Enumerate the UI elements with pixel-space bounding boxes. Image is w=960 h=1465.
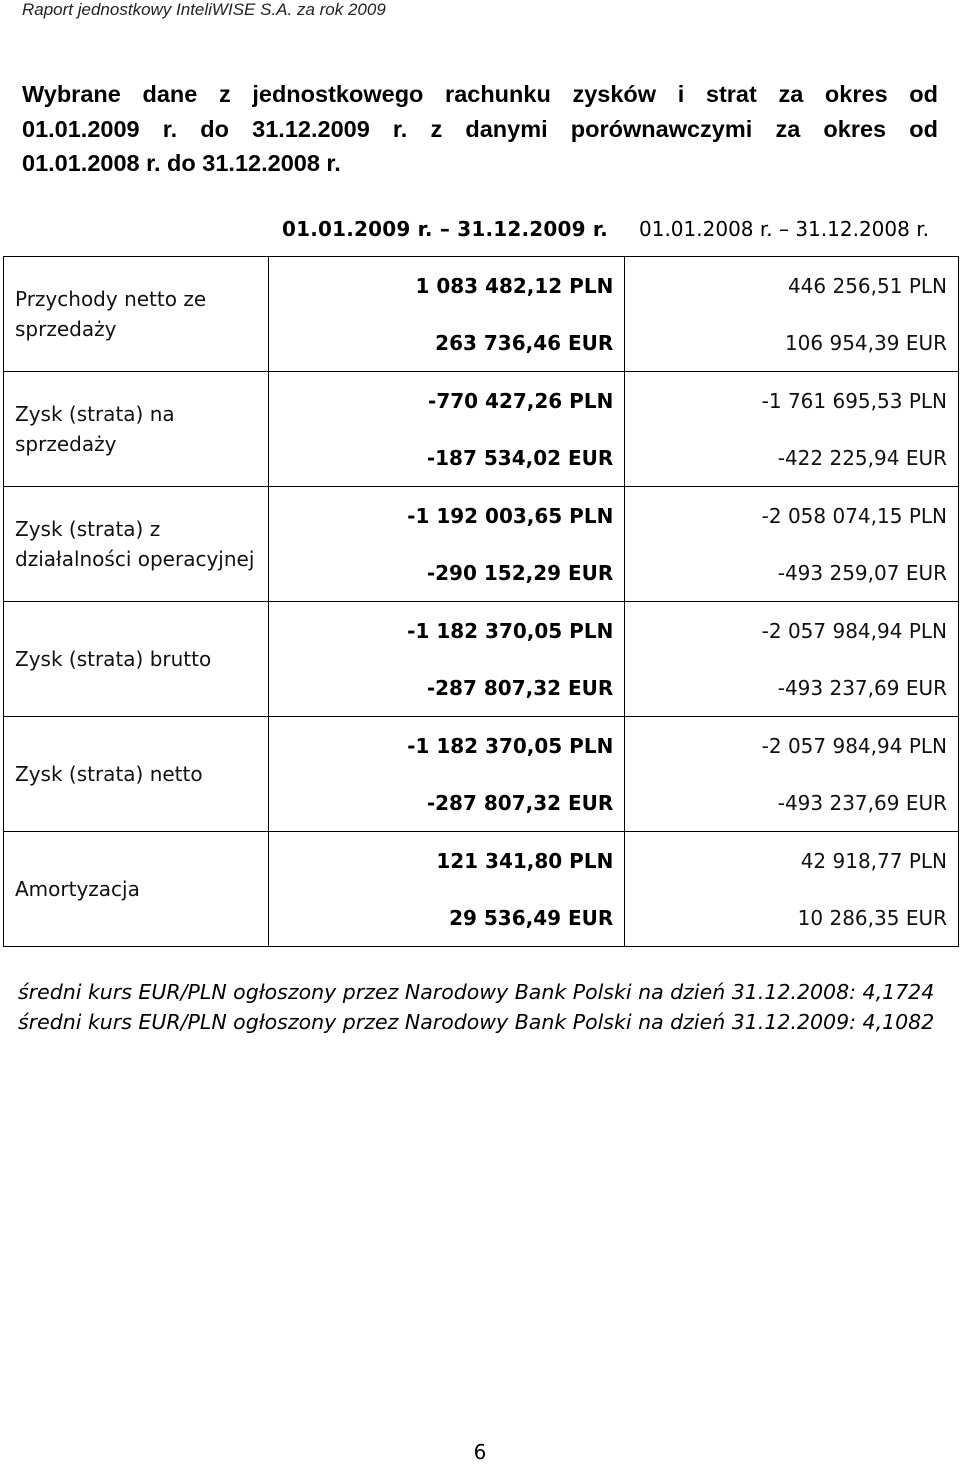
value-pln: -1 192 003,65 PLN bbox=[407, 503, 614, 528]
value-cell-2009 bbox=[268, 257, 625, 372]
row-label: Zysk (strata) z działalności operacyjnej bbox=[4, 487, 269, 602]
value-cell-2009 bbox=[268, 372, 625, 487]
income-statement-table bbox=[3, 256, 959, 947]
table-row bbox=[4, 487, 959, 602]
row-label: Amortyzacja bbox=[4, 832, 269, 947]
value-cell-2008 bbox=[625, 372, 959, 487]
row-label: Przychody netto ze sprzedaży bbox=[4, 257, 269, 372]
exchange-rate-2008: średni kurs EUR/PLN ogłoszony przez Narodowy Bank Polski na dzień 31.12.2008: 4,1724 bbox=[18, 980, 935, 1004]
value-pln: -2 057 984,94 PLN bbox=[761, 733, 947, 758]
value-pln: 121 341,80 PLN bbox=[436, 848, 614, 873]
table-row bbox=[4, 602, 959, 717]
value-cell-2009 bbox=[268, 487, 625, 602]
row-label: Zysk (strata) netto bbox=[4, 717, 269, 832]
period-header-2008: 01.01.2008 r. – 31.12.2008 r. bbox=[639, 217, 929, 241]
value-eur: -422 225,94 EUR bbox=[777, 445, 947, 470]
value-cell-2008 bbox=[625, 487, 959, 602]
exchange-rate-2009: średni kurs EUR/PLN ogłoszony przez Narodowy Bank Polski na dzień 31.12.2009: 4,1082 bbox=[18, 1010, 935, 1034]
value-cell-2009 bbox=[268, 832, 625, 947]
table-row bbox=[4, 257, 959, 372]
title-line-1: Wybrane dane z jednostkowego rachunku zysków i strat za okres od bbox=[22, 81, 938, 107]
table-row bbox=[4, 717, 959, 832]
table-row bbox=[4, 832, 959, 947]
value-eur: 106 954,39 EUR bbox=[784, 330, 947, 355]
value-cell-2009 bbox=[268, 717, 625, 832]
value-eur: -187 534,02 EUR bbox=[426, 445, 614, 470]
value-pln: -1 182 370,05 PLN bbox=[407, 733, 614, 758]
row-label: Zysk (strata) brutto bbox=[4, 602, 269, 717]
value-eur: -493 237,69 EUR bbox=[777, 675, 947, 700]
value-eur: -287 807,32 EUR bbox=[426, 675, 614, 700]
value-pln: 42 918,77 PLN bbox=[800, 848, 947, 873]
value-pln: -2 058 074,15 PLN bbox=[761, 503, 947, 528]
period-header-2009: 01.01.2009 r. – 31.12.2009 r. bbox=[282, 217, 608, 241]
value-pln: -1 761 695,53 PLN bbox=[761, 388, 947, 413]
value-pln: -2 057 984,94 PLN bbox=[761, 618, 947, 643]
row-label: Zysk (strata) na sprzedaży bbox=[4, 372, 269, 487]
title-line-2: 01.01.2009 r. do 31.12.2009 r. z danymi porównawczymi za okres od bbox=[22, 115, 938, 142]
section-title bbox=[22, 77, 938, 181]
value-pln: -1 182 370,05 PLN bbox=[407, 618, 614, 643]
value-eur: 10 286,35 EUR bbox=[797, 905, 947, 930]
exchange-rate-notes bbox=[18, 977, 934, 1037]
page-number: 6 bbox=[473, 1440, 487, 1464]
table-row bbox=[4, 372, 959, 487]
running-header: Raport jednostkowy InteliWISE S.A. za rok 2009 bbox=[22, 0, 386, 19]
value-cell-2009 bbox=[268, 602, 625, 717]
value-pln: -770 427,26 PLN bbox=[428, 388, 614, 413]
value-pln: 446 256,51 PLN bbox=[787, 273, 947, 298]
value-cell-2008 bbox=[625, 717, 959, 832]
value-cell-2008 bbox=[625, 257, 959, 372]
value-eur: 263 736,46 EUR bbox=[435, 330, 614, 355]
value-eur: 29 536,49 EUR bbox=[449, 905, 614, 930]
value-cell-2008 bbox=[625, 602, 959, 717]
value-cell-2008 bbox=[625, 832, 959, 947]
value-eur: -290 152,29 EUR bbox=[426, 560, 614, 585]
value-eur: -493 259,07 EUR bbox=[777, 560, 947, 585]
value-pln: 1 083 482,12 PLN bbox=[415, 273, 614, 298]
value-eur: -493 237,69 EUR bbox=[777, 790, 947, 815]
value-eur: -287 807,32 EUR bbox=[426, 790, 614, 815]
title-line-3: 01.01.2008 r. do 31.12.2008 r. bbox=[22, 150, 341, 176]
